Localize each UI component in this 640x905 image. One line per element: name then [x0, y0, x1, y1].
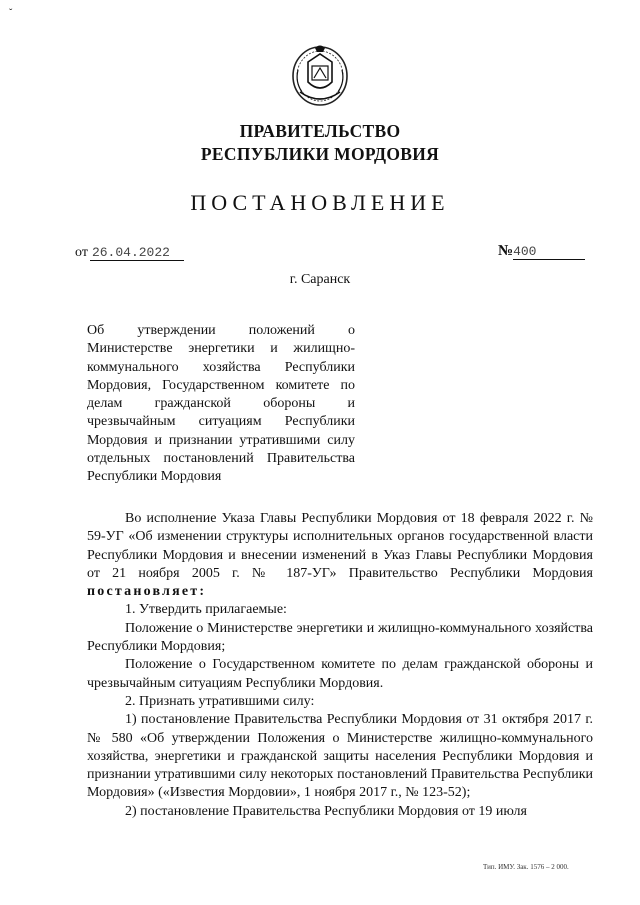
government-header-line1: ПРАВИТЕЛЬСТВО	[239, 121, 401, 141]
decree-body	[87, 510, 593, 821]
government-header	[0, 120, 640, 166]
number-prefix: №	[498, 243, 514, 259]
body-paragraph: 2. Признать утратившими силу:	[125, 693, 315, 709]
preamble-text: Во исполнение Указа Главы Республики Мордовия от 18 февраля 2022 г. № 59-УГ «Об изменении структуры исполнительных органов государственной власти Республики Мордовия и внесении изменений в Указ Главы Республики Мордовия от 21 ноября 2005 г. № 187-УГ» Правительство Республики Мордовия	[87, 511, 593, 581]
decree-date	[75, 245, 184, 261]
date-value: 26.04.2022	[90, 245, 184, 261]
body-paragraph: 1. Утвердить прилагаемые:	[125, 602, 287, 618]
date-prefix: от	[75, 245, 88, 260]
document-type-title: ПОСТАНОВЛЕНИЕ	[190, 190, 450, 215]
body-paragraph: 2) постановление Правительства Республики Мордовия от 19 июля	[125, 803, 527, 819]
decree-number	[498, 243, 585, 260]
body-paragraph: Положение о Государственном комитете по делам гражданской обороны и чрезвычайным ситуациям Республики Мордовия.	[87, 657, 593, 691]
number-value: 400	[513, 244, 585, 260]
body-paragraph: Положение о Министерстве энергетики и жилищно-коммунального хозяйства Республики Мордовия;	[87, 620, 593, 655]
government-header-line2: РЕСПУБЛИКИ МОРДОВИЯ	[200, 144, 440, 164]
printing-footer: Тип. ИМУ. Зак. 1576 – 2 000.	[483, 863, 569, 871]
coat-of-arms-emblem	[290, 40, 350, 108]
corner-mark: ˇ	[9, 8, 13, 19]
postanovlyaet-word: постановляет:	[87, 584, 207, 600]
preamble-paragraph	[87, 510, 593, 601]
decree-subject: Об утверждении положений о Министерстве энергетики и жилищно-коммунального хозяйства Республики Мордовия, Государственном комитете по делам гражданской обороны и чрезвычайным ситуациям Республики Мордовия и признании утратившими силу отдельных постановлений Правительства Республики Мордовия	[87, 323, 355, 485]
body-paragraph: 1) постановление Правительства Республики Мордовия от 31 октября 2017 г. № 580 «Об утверждении Положения о Министерстве жилищно-коммунального хозяйства, энергетики и гражданской защиты населения Республики Мордовия и признании утратившими силу некоторых постановлений Правительства Республики Мордовия» («Известия Мордовии», 1 ноября 2017 г., № 123-52);	[87, 712, 593, 801]
city: г. Саранск	[289, 272, 351, 287]
